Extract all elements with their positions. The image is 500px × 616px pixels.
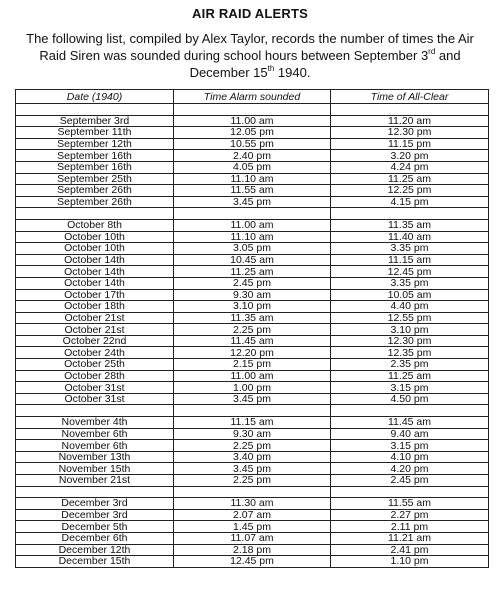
alarm-time-cell: 11.15 am xyxy=(174,417,331,429)
all-clear-time-cell: 1.10 pm xyxy=(331,556,489,568)
date-cell: October 22nd xyxy=(16,335,174,347)
all-clear-time-cell: 12.25 pm xyxy=(331,185,489,197)
alarm-time-cell: 10.45 am xyxy=(174,254,331,266)
alarm-time-cell: 11.00 am xyxy=(174,370,331,382)
all-clear-time-cell: 11.45 am xyxy=(331,417,489,429)
all-clear-time-cell: 3.35 pm xyxy=(331,277,489,289)
table-spacer-cell xyxy=(174,486,331,498)
date-cell: October 10th xyxy=(16,243,174,255)
all-clear-time-cell: 12.30 pm xyxy=(331,335,489,347)
all-clear-time-cell: 11.20 am xyxy=(331,115,489,127)
all-clear-time-cell: 3.15 pm xyxy=(331,382,489,394)
date-cell: November 6th xyxy=(16,428,174,440)
alarm-time-cell: 2.25 pm xyxy=(174,440,331,452)
table-spacer-cell xyxy=(174,104,331,116)
alarm-time-cell: 11.35 am xyxy=(174,312,331,324)
all-clear-time-cell: 11.25 am xyxy=(331,173,489,185)
table-row xyxy=(16,254,489,266)
date-cell: October 10th xyxy=(16,231,174,243)
date-cell: September 11th xyxy=(16,127,174,139)
table-spacer-cell xyxy=(331,104,489,116)
table-row xyxy=(16,324,489,336)
table-row xyxy=(16,428,489,440)
table-spacer-cell xyxy=(16,104,174,116)
table-row xyxy=(16,417,489,429)
table-row xyxy=(16,185,489,197)
alarm-time-cell: 2.45 pm xyxy=(174,277,331,289)
all-clear-time-cell: 11.35 am xyxy=(331,219,489,231)
table-row xyxy=(16,161,489,173)
all-clear-time-cell: 9.40 am xyxy=(331,428,489,440)
intro-text-1: The following list, compiled by Alex Taylor, records the number of times the Air Raid Siren was sounded during school hours between September 3 xyxy=(26,31,474,63)
alarm-time-cell: 1.45 pm xyxy=(174,521,331,533)
column-header-date: Date (1940) xyxy=(16,90,174,104)
intro-superscript-2: th xyxy=(267,63,275,73)
date-cell: November 21st xyxy=(16,475,174,487)
date-cell: October 21st xyxy=(16,312,174,324)
table-row xyxy=(16,243,489,255)
table-row xyxy=(16,359,489,371)
date-cell: October 28th xyxy=(16,370,174,382)
alarm-time-cell: 3.45 pm xyxy=(174,393,331,405)
all-clear-time-cell: 11.40 am xyxy=(331,231,489,243)
table-row xyxy=(16,115,489,127)
date-cell: October 14th xyxy=(16,277,174,289)
table-spacer-row xyxy=(16,405,489,417)
alarm-time-cell: 12.45 pm xyxy=(174,556,331,568)
all-clear-time-cell: 3.20 pm xyxy=(331,150,489,162)
date-cell: October 21st xyxy=(16,324,174,336)
alarm-time-cell: 2.15 pm xyxy=(174,359,331,371)
all-clear-time-cell: 3.15 pm xyxy=(331,440,489,452)
date-cell: October 14th xyxy=(16,266,174,278)
table-row xyxy=(16,521,489,533)
intro-superscript-1: rd xyxy=(428,46,436,56)
alarm-time-cell: 2.18 pm xyxy=(174,544,331,556)
all-clear-time-cell: 2.45 pm xyxy=(331,475,489,487)
alarm-time-cell: 11.10 am xyxy=(174,231,331,243)
table-spacer-cell xyxy=(16,405,174,417)
intro-text-2: and December 15 xyxy=(189,48,461,80)
table-spacer-cell xyxy=(331,208,489,220)
table-row xyxy=(16,498,489,510)
alarm-time-cell: 11.00 am xyxy=(174,115,331,127)
page-title: AIR RAID ALERTS xyxy=(192,6,308,21)
table-row xyxy=(16,509,489,521)
all-clear-time-cell: 2.41 pm xyxy=(331,544,489,556)
date-cell: November 15th xyxy=(16,463,174,475)
table-spacer-cell xyxy=(174,208,331,220)
alarm-time-cell: 3.45 pm xyxy=(174,196,331,208)
table-row xyxy=(16,532,489,544)
alarm-time-cell: 2.07 am xyxy=(174,509,331,521)
date-cell: September 26th xyxy=(16,185,174,197)
table-row xyxy=(16,231,489,243)
date-cell: September 3rd xyxy=(16,115,174,127)
table-spacer-row xyxy=(16,208,489,220)
column-header-alarm: Time Alarm sounded xyxy=(174,90,331,104)
table-header-row xyxy=(16,90,489,104)
date-cell: October 24th xyxy=(16,347,174,359)
table-row xyxy=(16,150,489,162)
all-clear-time-cell: 4.10 pm xyxy=(331,451,489,463)
alarm-time-cell: 11.25 am xyxy=(174,266,331,278)
alarm-time-cell: 1.00 pm xyxy=(174,382,331,394)
table-row xyxy=(16,544,489,556)
table-row xyxy=(16,382,489,394)
date-cell: December 6th xyxy=(16,532,174,544)
alarm-time-cell: 11.07 am xyxy=(174,532,331,544)
date-cell: October 31st xyxy=(16,393,174,405)
all-clear-time-cell: 11.15 pm xyxy=(331,138,489,150)
table-row xyxy=(16,463,489,475)
all-clear-time-cell: 12.45 pm xyxy=(331,266,489,278)
table-spacer-row xyxy=(16,486,489,498)
date-cell: October 8th xyxy=(16,219,174,231)
alarm-time-cell: 9.30 am xyxy=(174,428,331,440)
all-clear-time-cell: 11.15 am xyxy=(331,254,489,266)
all-clear-time-cell: 4.15 pm xyxy=(331,196,489,208)
table-spacer-cell xyxy=(174,405,331,417)
table-row xyxy=(16,347,489,359)
table-row xyxy=(16,335,489,347)
alarm-time-cell: 11.30 am xyxy=(174,498,331,510)
alarm-time-cell: 12.05 pm xyxy=(174,127,331,139)
alarm-time-cell: 3.05 pm xyxy=(174,243,331,255)
alarm-time-cell: 3.10 pm xyxy=(174,301,331,313)
date-cell: December 3rd xyxy=(16,509,174,521)
table-row xyxy=(16,556,489,568)
all-clear-time-cell: 12.30 pm xyxy=(331,127,489,139)
date-cell: October 14th xyxy=(16,254,174,266)
date-cell: December 5th xyxy=(16,521,174,533)
table-row xyxy=(16,312,489,324)
alarm-time-cell: 11.55 am xyxy=(174,185,331,197)
alarm-time-cell: 11.45 am xyxy=(174,335,331,347)
table-spacer-cell xyxy=(331,486,489,498)
all-clear-time-cell: 2.11 pm xyxy=(331,521,489,533)
table-row xyxy=(16,475,489,487)
air-raid-table xyxy=(15,89,489,568)
date-cell: December 15th xyxy=(16,556,174,568)
table-row xyxy=(16,370,489,382)
date-cell: December 12th xyxy=(16,544,174,556)
date-cell: September 16th xyxy=(16,150,174,162)
date-cell: September 26th xyxy=(16,196,174,208)
alarm-time-cell: 12.20 pm xyxy=(174,347,331,359)
table-row xyxy=(16,440,489,452)
table-row xyxy=(16,219,489,231)
all-clear-time-cell: 4.24 pm xyxy=(331,161,489,173)
all-clear-time-cell: 4.50 pm xyxy=(331,393,489,405)
all-clear-time-cell: 11.55 am xyxy=(331,498,489,510)
date-cell: September 16th xyxy=(16,161,174,173)
table-row xyxy=(16,127,489,139)
all-clear-time-cell: 2.27 pm xyxy=(331,509,489,521)
alarm-time-cell: 2.25 pm xyxy=(174,475,331,487)
date-cell: November 13th xyxy=(16,451,174,463)
column-header-all-clear: Time of All-Clear xyxy=(331,90,489,104)
table-row xyxy=(16,266,489,278)
all-clear-time-cell: 3.10 pm xyxy=(331,324,489,336)
table-row xyxy=(16,173,489,185)
intro-paragraph xyxy=(20,30,480,81)
all-clear-time-cell: 11.21 am xyxy=(331,532,489,544)
table-row xyxy=(16,451,489,463)
date-cell: September 12th xyxy=(16,138,174,150)
alarm-time-cell: 2.25 pm xyxy=(174,324,331,336)
date-cell: October 31st xyxy=(16,382,174,394)
intro-text-3: 1940. xyxy=(274,65,311,80)
all-clear-time-cell: 12.55 pm xyxy=(331,312,489,324)
all-clear-time-cell: 4.40 pm xyxy=(331,301,489,313)
all-clear-time-cell: 4.20 pm xyxy=(331,463,489,475)
alarm-time-cell: 4.05 pm xyxy=(174,161,331,173)
all-clear-time-cell: 12.35 pm xyxy=(331,347,489,359)
alarm-time-cell: 2.40 pm xyxy=(174,150,331,162)
date-cell: November 4th xyxy=(16,417,174,429)
date-cell: September 25th xyxy=(16,173,174,185)
table-row xyxy=(16,196,489,208)
all-clear-time-cell: 10.05 am xyxy=(331,289,489,301)
date-cell: November 6th xyxy=(16,440,174,452)
table-row xyxy=(16,138,489,150)
date-cell: October 17th xyxy=(16,289,174,301)
table-spacer-cell xyxy=(331,405,489,417)
alarm-time-cell: 11.00 am xyxy=(174,219,331,231)
alarm-time-cell: 10.55 pm xyxy=(174,138,331,150)
table-body xyxy=(16,104,489,568)
table-spacer-cell xyxy=(16,486,174,498)
table-spacer-cell xyxy=(16,208,174,220)
date-cell: October 18th xyxy=(16,301,174,313)
table-row xyxy=(16,301,489,313)
table-row xyxy=(16,277,489,289)
alarm-time-cell: 3.40 pm xyxy=(174,451,331,463)
table-row xyxy=(16,393,489,405)
all-clear-time-cell: 3.35 pm xyxy=(331,243,489,255)
all-clear-time-cell: 11.25 am xyxy=(331,370,489,382)
date-cell: December 3rd xyxy=(16,498,174,510)
table-row xyxy=(16,289,489,301)
alarm-time-cell: 11.10 am xyxy=(174,173,331,185)
alarm-time-cell: 9.30 am xyxy=(174,289,331,301)
date-cell: October 25th xyxy=(16,359,174,371)
all-clear-time-cell: 2.35 pm xyxy=(331,359,489,371)
alarm-time-cell: 3.45 pm xyxy=(174,463,331,475)
table-spacer-row xyxy=(16,104,489,116)
